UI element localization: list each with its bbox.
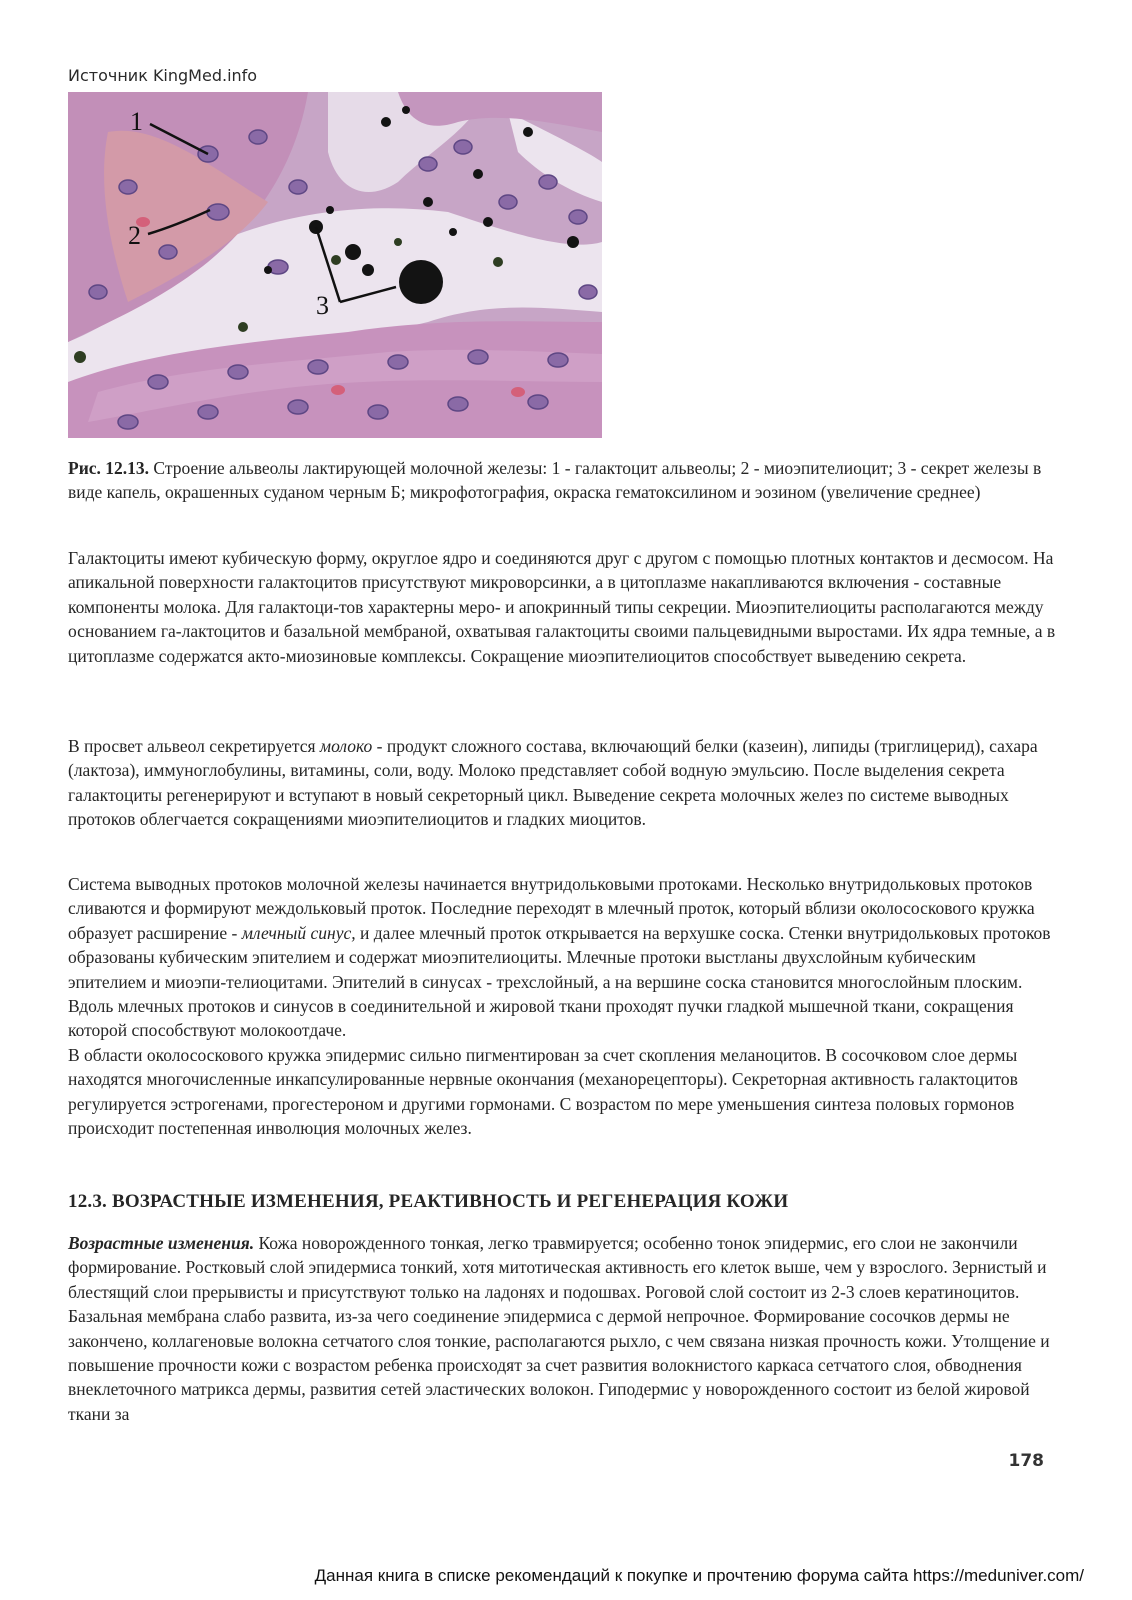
figure-label-1: 1 bbox=[130, 107, 143, 136]
micrograph-figure bbox=[68, 92, 602, 438]
paragraph-age-changes bbox=[68, 1231, 1058, 1426]
paragraph-ducts bbox=[68, 872, 1058, 1140]
page-number: 178 bbox=[1008, 1451, 1044, 1471]
source-header: Источник KingMed.info bbox=[68, 66, 258, 85]
figure-caption-text: Строение альвеолы лактирующей молочной железы: 1 - галактоцит альвеолы; 2 - миоэпителиоцит; 3 - секрет железы в виде капель, окрашенных суданом черным Б; микрофотография, окраска гематоксилином и эозином (увеличение среднее) bbox=[68, 458, 1042, 502]
section-heading: 12.3. ВОЗРАСТНЫЕ ИЗМЕНЕНИЯ, РЕАКТИВНОСТЬ И РЕГЕНЕРАЦИЯ КОЖИ bbox=[68, 1191, 789, 1212]
term-milk-sinus: млечный синус, bbox=[241, 922, 356, 943]
figure-caption-label: Рис. 12.13. bbox=[68, 458, 150, 478]
term-milk: молоко bbox=[319, 736, 373, 756]
paragraph-ducts-start: Система выводных протоков молочной железы начинается внутридольковыми протоками. Несколько внутридольковых протоков сливаются и формируют междольковый проток. Последние переходят в млечный проток, который вблизи околососкового кружка образует расширение - bbox=[68, 874, 1035, 943]
paragraph-milk-rest: - продукт сложного состава, включающий белки (казеин), липиды (триглицерид), сахара (лактоза), иммуноглобулины, витамины, соли, воду. Молоко представляет собой водную эмульсию. После выделения секрета галактоциты регенерируют и вступают в новый секреторный цикл. Выведение секрета молочных желез по системе выводных протоков облегчается сокращениями миоэпителиоцитов и гладких миоцитов. bbox=[68, 736, 1038, 830]
figure-caption bbox=[68, 456, 1048, 504]
paragraph-age-changes-rest: Кожа новорожденного тонкая, легко травмируется; особенно тонок эпидермис, его слои не закончили формирование. Ростковый слой эпидермиса тонкий, хотя митотическая активность его клеток выше, чем у взрослого. Зернистый и блестящий слои прерывисты и присутствуют только на ладонях и подошвах. Роговой слой состоит из 2-3 слоев кератиноцитов. Базальная мембрана слабо развита, из-за чего соединение эпидермиса с дермой непрочное. Формирование сосочков дермы не закончено, коллагеновые волокна сетчатого слоя тонкие, располагаются рыхло, с чем связана низкая прочность кожи. Утолщение и повышение прочности кожи с возрастом ребенка происходят за счет развития волокнистого каркаса сетчатого слоя, обводнения внеклеточного матрикса дермы, развития сетей эластических волокон. Гиподермис у новорожденного состоит из белой жировой ткани за bbox=[68, 1233, 1050, 1424]
figure-label-2: 2 bbox=[128, 221, 141, 250]
footer-note: Данная книга в списке рекомендаций к покупке и прочтению форума сайта https://meduniver.com/ bbox=[314, 1566, 1084, 1585]
paragraph-milk-start: В просвет альвеол секретируется bbox=[68, 736, 320, 756]
figure-label-3: 3 bbox=[316, 291, 329, 320]
term-age-changes: Возрастные изменения. bbox=[68, 1233, 255, 1253]
paragraph-areola: В области околососкового кружка эпидермис сильно пигментирован за счет скопления меланоцитов. В сосочковом слое дермы находятся многочисленные инкапсулированные нервные окончания (механорецепторы). Секреторная активность галактоцитов регулируется эстрогенами, прогестероном и другими гормонами. С возрастом по мере уменьшения синтеза половых гормонов происходит постепенная инволюция молочных желез. bbox=[68, 1044, 1018, 1139]
paragraph-milk bbox=[68, 734, 1058, 832]
paragraph-ducts-rest: и далее млечный проток открывается на верхушке соска. Стенки внутридольковых протоков образованы кубическим эпителием и содержат миоэпителиоциты. Млечные протоки выстланы двухслойным кубическим эпителием и миоэпи-телиоцитами. Эпителий в синусах - трехслойный, а на вершине соска становится многослойным плоским. Вдоль млечных протоков и синусов в соединительной и жировой ткани проходят пучки гладкой мышечной ткани, сокращения которой способствуют молокоотдаче. bbox=[68, 922, 1051, 1041]
paragraph-galactocytes: Галактоциты имеют кубическую форму, округлое ядро и соединяются друг с другом с помощью плотных контактов и десмосом. На апикальной поверхности галактоцитов присутствуют микроворсинки, а в цитоплазме накапливаются включения - составные компоненты молока. Для галактоци-тов характерны меро- и апокринный типы секреции. Миоэпителиоциты располагаются между основанием га-лактоцитов и базальной мембраной, охватывая галактоциты своими пальцевидными выростами. Их ядра темные, а в цитоплазме содержатся акто-миозиновые комплексы. Сокращение миоэпителиоцитов способствует выведению секрета. bbox=[68, 548, 1056, 666]
